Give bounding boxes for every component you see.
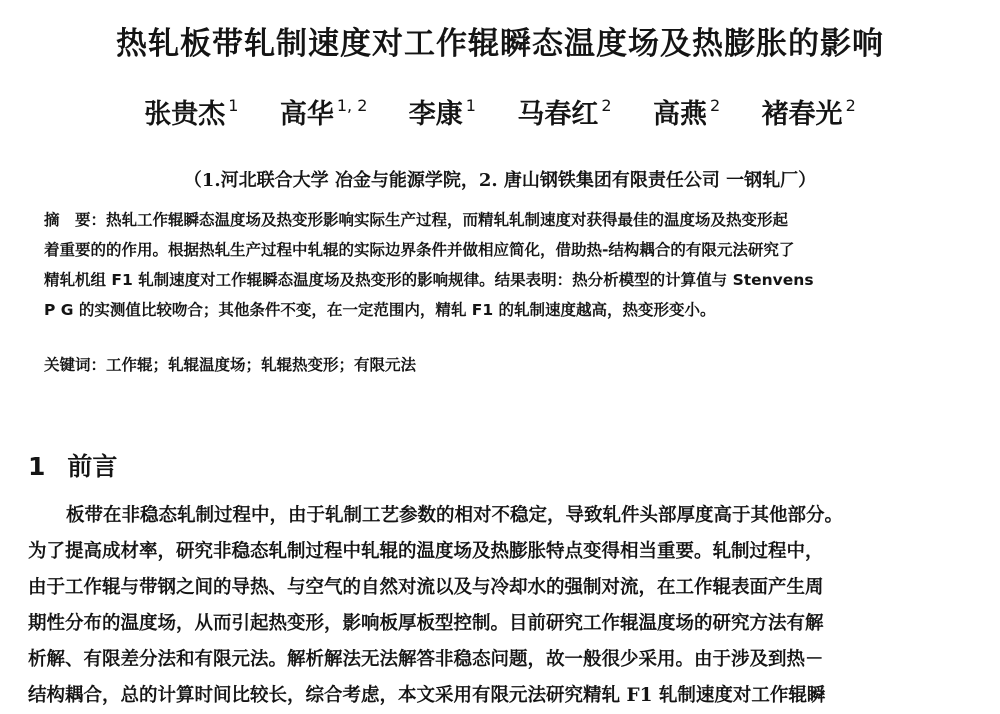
abstract-line: 精轧机组 F1 轧制速度对工作辊瞬态温度场及热变形的影响规律。结果表明：热分析模型的计算值与 Stenvens	[44, 271, 814, 289]
author-affiliation-mark: 1	[228, 96, 239, 115]
body-line: 析解、有限差分法和有限元法。解析解法无法解答非稳态问题，故一般很少采用。由于涉及到热－	[28, 649, 824, 670]
author-name: 褚春光	[761, 99, 843, 130]
author-affiliation-mark: 2	[709, 96, 721, 115]
body-text	[28, 498, 978, 714]
author-affiliation-mark: 1, 2	[336, 96, 368, 115]
keywords: 关键词：工作辊；轧辊温度场；轧辊热变形；有限元法	[44, 356, 417, 374]
abstract-line: P G 的实测值比较吻合；其他条件不变，在一定范围内，精轧 F1 的轧制速度越高，热变形变小。	[44, 301, 716, 319]
author-affiliation-mark: 1	[465, 96, 476, 115]
abstract	[44, 205, 974, 325]
section-title: 前言	[67, 452, 118, 481]
paper-title: 热轧板带轧制速度对工作辊瞬态温度场及热膨胀的影响	[116, 26, 884, 62]
author	[144, 92, 238, 131]
author-list	[0, 92, 1000, 131]
section-number: 1	[28, 452, 46, 481]
body-line: 由于工作辊与带钢之间的导热、与空气的自然对流以及与冷却水的强制对流，在工作辊表面产生周	[28, 577, 824, 598]
author	[653, 92, 720, 131]
section-heading	[28, 447, 117, 483]
author	[517, 92, 611, 131]
author-affiliation-mark: 2	[601, 96, 612, 115]
author	[280, 92, 368, 131]
author-name: 高华	[279, 99, 334, 130]
author-name: 李康	[408, 99, 463, 130]
author	[409, 92, 476, 131]
body-line: 为了提高成材率，研究非稳态轧制过程中轧辊的温度场及热膨胀特点变得相当重要。轧制过程中，	[28, 541, 824, 562]
abstract-line: 摘 要：热轧工作辊瞬态温度场及热变形影响实际生产过程，而精轧轧制速度对获得最佳的温度场及热变形起	[44, 211, 789, 229]
author	[762, 92, 856, 131]
body-line: 期性分布的温度场，从而引起热变形，影响板厚板型控制。目前研究工作辊温度场的研究方法有解	[28, 613, 824, 634]
author-affiliation-mark: 2	[845, 96, 856, 115]
affiliation: （1.河北联合大学 冶金与能源学院，2. 唐山钢铁集团有限责任公司 一钢轧厂）	[183, 170, 817, 191]
abstract-line: 着重要的的作用。根据热轧生产过程中轧辊的实际边界条件并做相应简化，借助热-结构耦合的有限元法研究了	[44, 241, 795, 259]
author-name: 马春红	[517, 99, 599, 130]
author-name: 高燕	[652, 99, 707, 130]
body-line: 结构耦合，总的计算时间比较长，综合考虑，本文采用有限元法研究精轧 F1 轧制速度对工作辊瞬	[28, 685, 826, 706]
author-name: 张贵杰	[144, 99, 226, 130]
body-line: 板带在非稳态轧制过程中，由于轧制工艺参数的相对不稳定，导致轧件头部厚度高于其他部分。	[66, 505, 844, 526]
